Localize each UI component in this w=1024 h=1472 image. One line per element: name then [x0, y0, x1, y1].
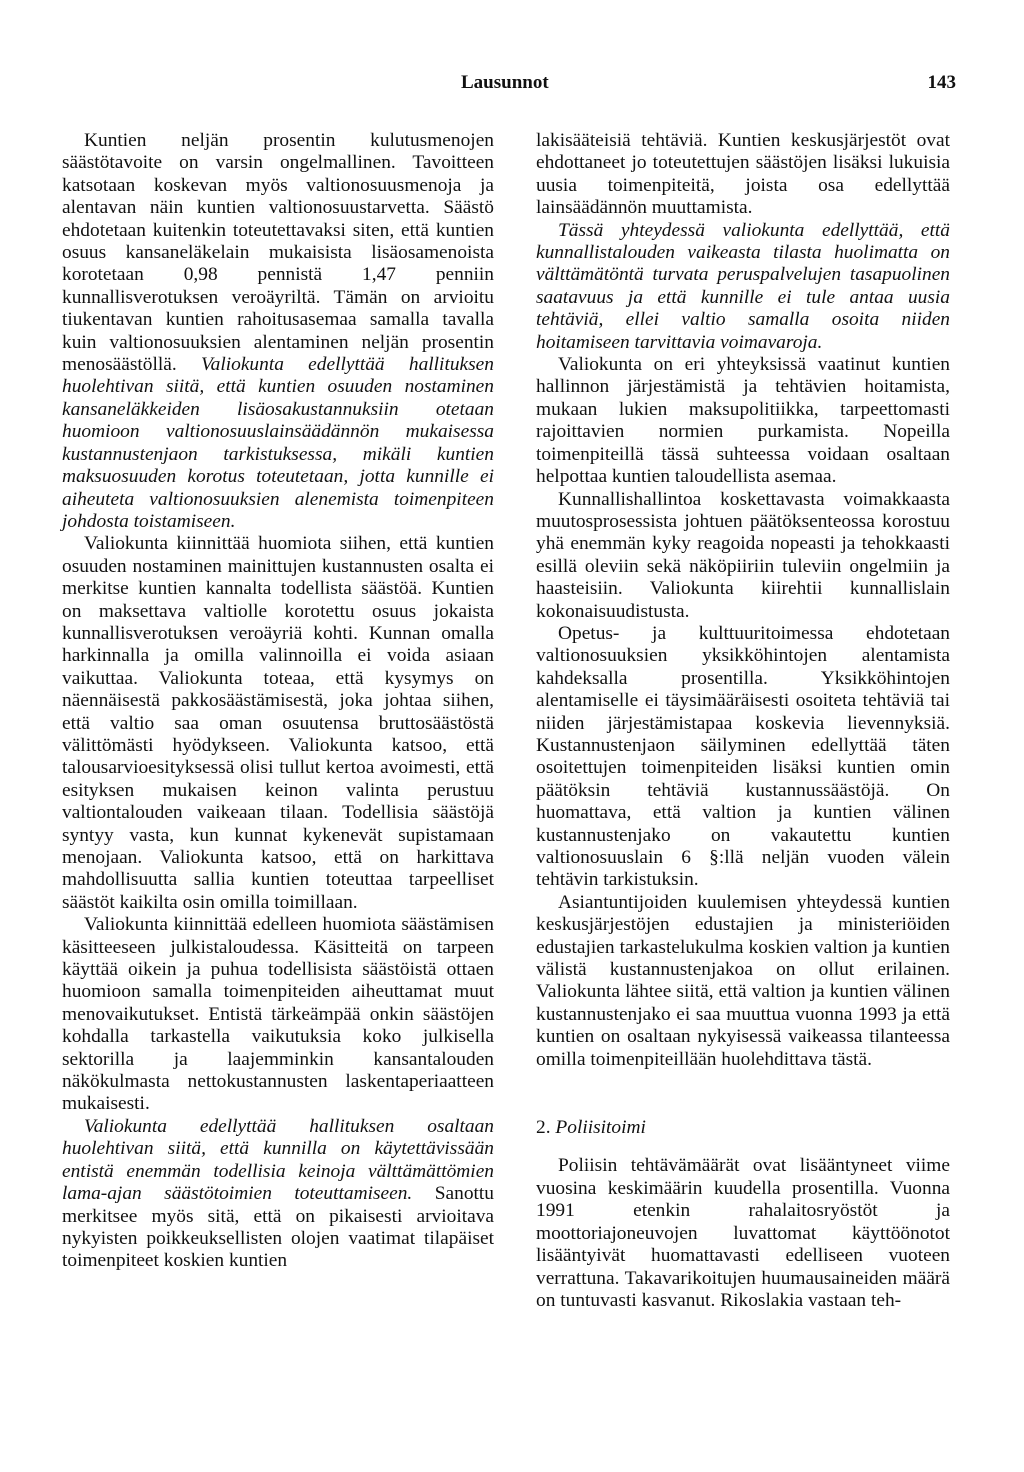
paragraph: [62, 533, 494, 914]
paragraph: [62, 1116, 494, 1273]
paragraph: [536, 623, 950, 892]
body-text: Kuntien neljän prosentin kulutusmenojen säästötavoite on varsin ongelmallinen. Tavoitteen katsotaan koskevan myös valtionosuusmenoja ja alentavan näin kuntien valtionosuustarvetta. Säästö ehdotetaan kuitenkin toteutettavaksi siten, että kuntien osuus kansaneläkelain mukaisista lisäosamenoista korotetaan 0,98 pennistä 1,47 penniin kunnallisverotuksen veroäyriltä. Tämän on arvioitu tiukentavan kuntien rahoitusasemaa samalla tavalla kuin valtionosuuksien alentaminen neljän prosentin menosäästöllä.: [62, 130, 494, 376]
paragraph: [536, 489, 950, 623]
paragraph: [62, 130, 494, 533]
body-text: Valiokunta on eri yhteyksissä vaatinut kuntien hallinnon järjestämistä ja tehtävien hoitamista, mukaan lukien maksupolitiikka, tarpeettomasti rajoittavien normien purkamista. Nopeilla toimenpiteillä tässä suhteessa voidaan osaltaan helpottaa kuntien taloudellista asemaa.: [536, 354, 950, 488]
body-text: Valiokunta kiinnittää huomiota siihen, että kuntien osuuden nostaminen mainittujen kustannusten osalta ei merkitse kuntien kannalta todellista säästöä. Kuntien on maksettava valtiolle korotettu osuus jokaista kunnallisverotuksen veroäyriä kohti. Kunnan omalla harkinnalla ja omilla valinnoilla ei voida asiaan vaikuttaa. Valiokunta toteaa, että kysymys on näennäisestä pakkosäästämisestä, joka johtaa siihen, että valtio saa oman osuutensa bruttosäästöstä välittömästi hyödykseen. Valiokunta katsoo, että talousarvioesityksessä olisi tullut kertoa avoimesti, että esityksen mukaisen keinon valinta perustuu valtiontalouden vaikeaan tilaan. Todellisia säästöjä syntyy vasta, kun kunnat kykenevät supistamaan menojaan. Valiokunta katsoo, että on harkittava mahdollisuutta sallia kuntien toteuttaa tarpeelliset säästöt kaikilta osin omilla toimillaan.: [62, 533, 494, 913]
section-title: Poliisitoimi: [555, 1117, 646, 1139]
section-heading: [536, 1117, 950, 1139]
italic-statement: Tässä yhteydessä valiokunta edellyttää, että kunnallistalouden vaikeasta tilasta huolimatta on välttämätöntä turvata peruspalvelujen tasapuolinen saatavuus ja että kunnille ei tule antaa uusia tehtäviä, ellei valtio samalla osoita niiden hoitamiseen tarvittavia voimavaroja.: [536, 219, 950, 353]
paragraph: [536, 220, 950, 354]
body-text: Kunnallishallintoa koskettavasta voimakkaasta muutosprosessista johtuen päätöksenteossa korostuu yhä enemmän kyky reagoida nopeasti ja tehokkaasti esillä oleviin sekä näköpiiriin tuleviin ongelmiin ja haasteisiin. Valiokunta kiirehtii kunnallislain kokonaisuudistusta.: [536, 488, 950, 622]
body-text: Sanottu merkitsee myös sitä, että on pikaisesti arvioitava nykyisten poikkeuksellisten olojen vaatimat tilapäiset toimenpiteet koskien kuntien: [62, 1183, 494, 1272]
page-header: [0, 72, 1024, 102]
paragraph: [536, 1155, 950, 1312]
italic-statement: Valiokunta edellyttää hallituksen osaltaan huolehtivan siitä, että kunnilla on käytettävissään entistä enemmän todellisia keinoja välttämättömien lama-ajan säästötoimien toteuttamiseen.: [62, 1115, 494, 1205]
running-title: Lausunnot: [461, 72, 549, 93]
body-text: Valiokunta kiinnittää edelleen huomiota säästämisen käsitteeseen julkistaloudessa. Käsitteitä on tarpeen käyttää oikein ja puhua todellisista säästöistä ottaen huomioon samalla toimenpiteiden aiheuttamat muut menovaikutukset. Entistä tärkeämpää onkin säästöjen kohdalla tarkastella vaikutuksia koko julkisella sektorilla ja laajemminkin kansantalouden näkökulmasta nettokustannusten laskentaperiaatteen mukaisesti.: [62, 914, 494, 1115]
paragraph: [536, 892, 950, 1071]
right-column: [536, 130, 950, 1312]
body-text: lakisääteisiä tehtäviä. Kuntien keskusjärjestöt ovat ehdottaneet jo toteutettujen säästöjen lisäksi lukuisia uusia toimenpiteitä, joista osa edellyttää lainsäädännön muuttamista.: [536, 130, 950, 219]
body-text: Poliisin tehtävämäärät ovat lisääntyneet viime vuosina keskimäärin kuudella prosentilla. Vuonna 1991 etenkin rahalaitosryöstöt ja moottoriajoneuvojen luvattomat käyttöönotot lisääntyivät huomattavasti edelliseen vuoteen verrattuna. Takavarikoitujen huumausaineiden määrä on tuntuvasti kasvanut. Rikoslakia vastaan teh-: [536, 1155, 950, 1311]
page-number: 143: [927, 72, 956, 93]
body-text: Asiantuntijoiden kuulemisen yhteydessä kuntien keskusjärjestöjen edustajien ja ministeriöiden edustajien tarkastelukulma koskien valtion ja kuntien välistä kustannustenjakoa on ollut erilainen. Valiokunta lähtee siitä, että valtion ja kuntien välinen kustannustenjako ei saa muuttua vuonna 1993 ja että kuntien on osaltaan nykyisessä vaikeassa tilanteessa omilla toimenpiteillään huolehdittava tästä.: [536, 891, 950, 1070]
body-text: Opetus- ja kulttuuritoimessa ehdotetaan valtionosuuksien yksikköhintojen alentamista kahdeksalla prosentilla. Yksikköhintojen alentamiselle ei täysimääräisesti osoiteta tehtäviä tai niiden järjestämistapaa koskevia lievennyksiä. Kustannustenjaon säilyminen edellyttää täten osoitettujen toimenpiteiden lisäksi kuntien omin päätöksin tehtäviä kustannussäästöjä. On huomattava, että valtion ja kuntien välinen kustannustenjako on vakautettu kuntien valtionosuuslain 6 §:llä neljän vuoden välein tehtävin tarkistuksin.: [536, 622, 950, 891]
paragraph: [536, 130, 950, 220]
italic-statement: Valiokunta edellyttää hallituksen huolehtivan siitä, että kuntien osuuden nostaminen kansaneläkkeiden lisäosakustannuksiin otetaan huomioon valtionosuuslainsäädännön mukaisessa kustannustenjaon tarkistuksessa, mikäli kuntien maksuosuuden korotus toteutetaan, jotta kunnille ei aiheuteta valtionosuuksien alenemista toimenpiteen johdosta toistamiseen.: [62, 354, 494, 532]
left-column: [62, 130, 494, 1273]
paragraph: [62, 914, 494, 1116]
section-number: 2.: [536, 1117, 551, 1139]
paragraph: [536, 354, 950, 488]
